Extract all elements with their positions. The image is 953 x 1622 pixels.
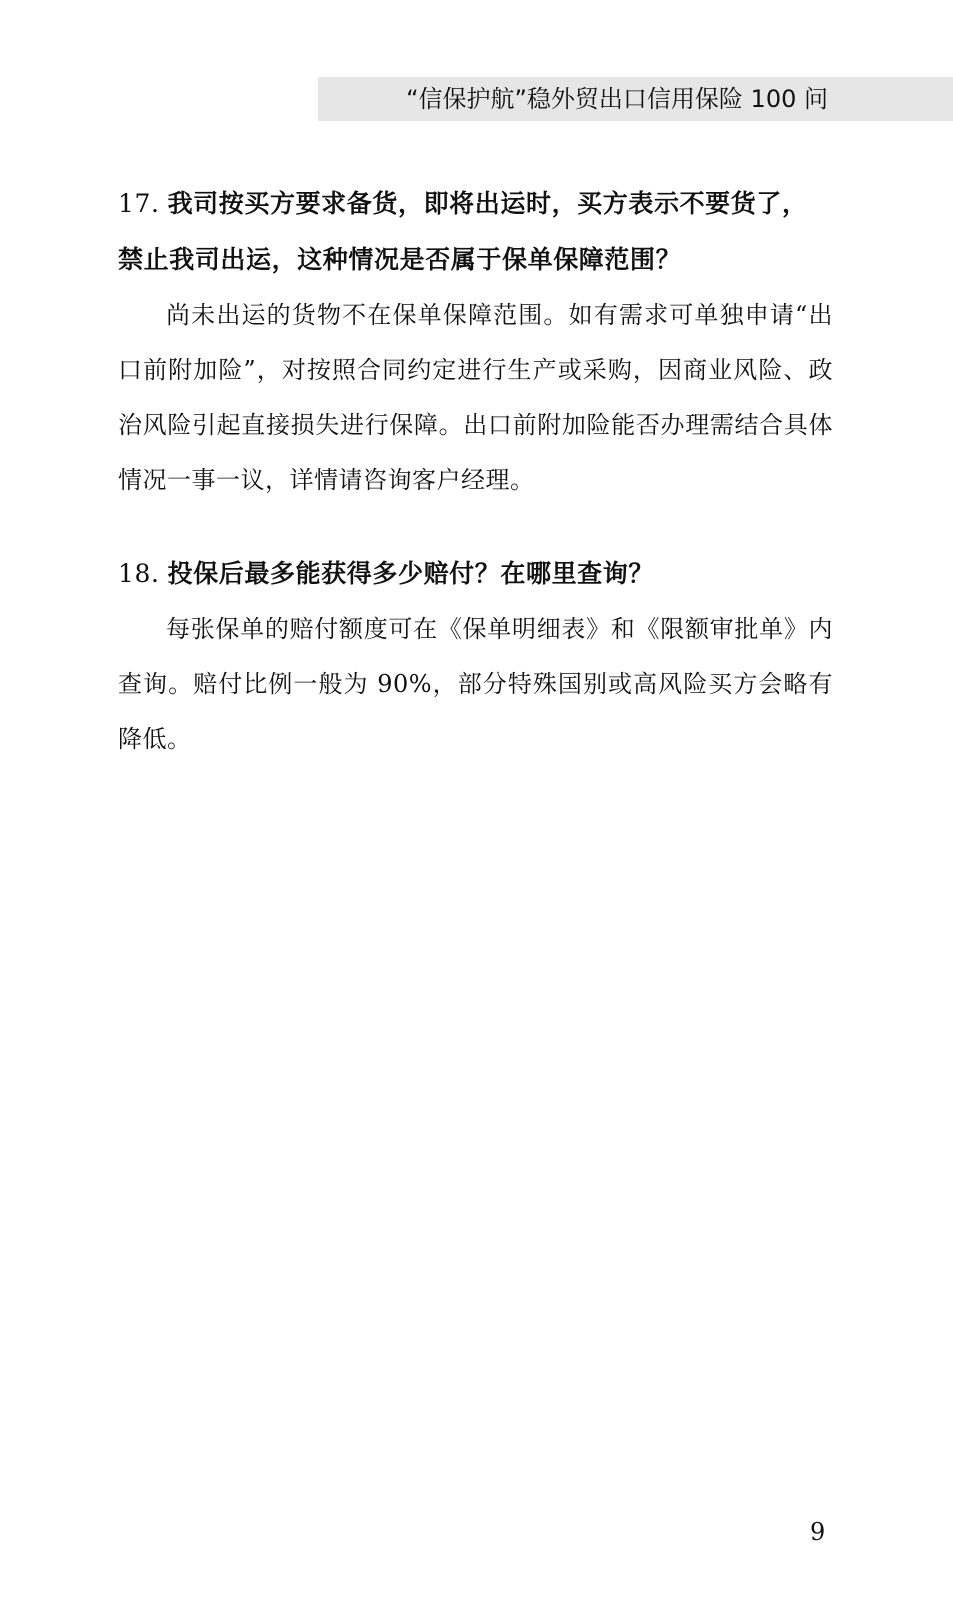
question-text: 我司按买方要求备货，即将出运时，买方表示不要货了，禁止我司出运，这种情况是否属于保单保障范围？ — [118, 189, 808, 274]
qa-item-17 — [118, 176, 833, 508]
qa-item-18 — [118, 546, 833, 767]
running-header — [318, 77, 953, 121]
answer-paragraph: 每张保单的赔付额度可在《保单明细表》和《限额审批单》内查询。赔付比例一般为 90%，部分特殊国别或高风险买方会略有降低。 — [118, 615, 833, 753]
question-heading — [118, 546, 833, 602]
page-number: 9 — [810, 1518, 826, 1546]
book-title: “信保护航”稳外贸出口信用保险 100 问 — [406, 85, 828, 113]
page-content — [118, 176, 833, 767]
question-number: 18. — [118, 559, 160, 588]
question-heading — [118, 176, 833, 288]
question-number: 17. — [118, 189, 160, 218]
question-text: 投保后最多能获得多少赔付？在哪里查询？ — [167, 559, 654, 588]
answer-paragraph: 尚未出运的货物不在保单保障范围。如有需求可单独申请“出口前附加险”，对按照合同约定进行生产或采购，因商业风险、政治风险引起直接损失进行保障。出口前附加险能否办理需结合具体情况一事一议，详情请咨询客户经理。 — [118, 301, 833, 494]
